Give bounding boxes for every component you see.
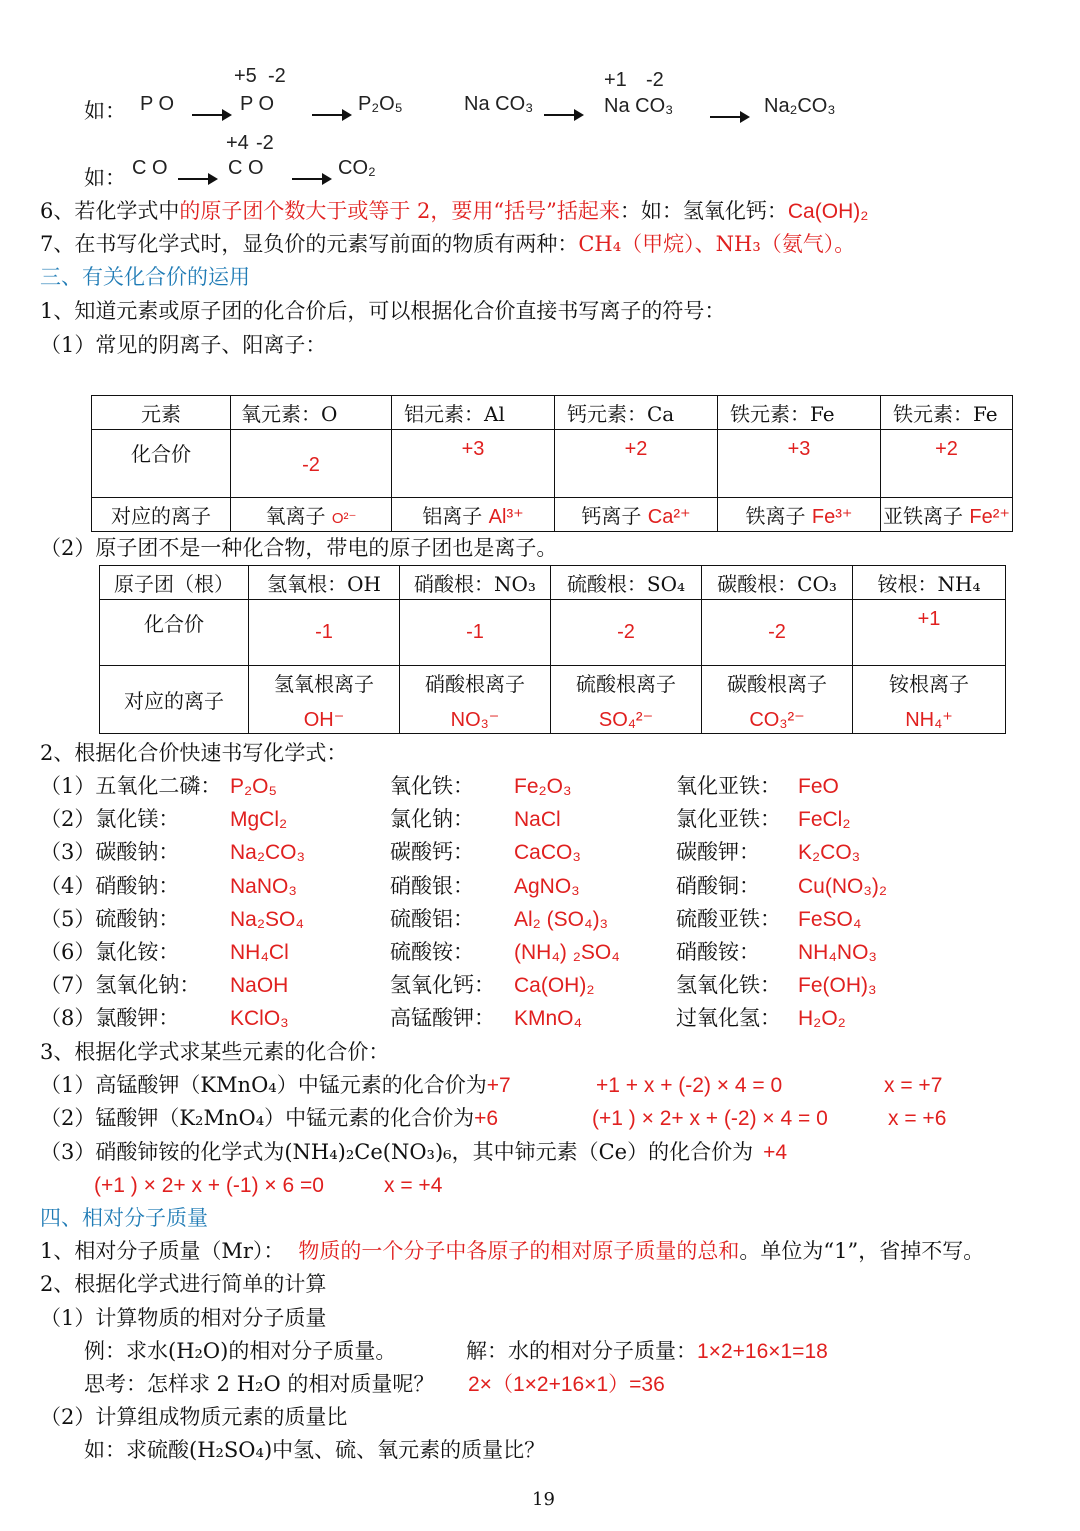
formula-answer: Cu(NO₃)₂ [798, 874, 888, 898]
formula-answer: Na₂SO₄ [230, 907, 304, 931]
arrow-icon [306, 103, 356, 124]
section-3-title: 三、有关化合价的运用 [40, 265, 250, 289]
compound-name: （5）硫酸钠： [40, 906, 180, 931]
compound-name: （7）氢氧化钠： [40, 973, 201, 998]
valence-label: 化合价 [92, 430, 231, 498]
formula-answer: NaNO₃ [230, 874, 297, 898]
formula-answer: Fe(OH)₃ [798, 974, 877, 998]
arrow-icon [704, 105, 754, 126]
co-start: C O [132, 157, 168, 179]
formula-answer: NaCl [514, 808, 561, 832]
ion-cell: 碳酸根离子 CO₃²⁻ [702, 666, 853, 734]
compound-name: 硝酸铵： [676, 940, 760, 964]
calc-eq-2: (+1 ) × 2+ x + (-2) × 4 = 0 [592, 1107, 828, 1130]
section-4-p2-1: （1）计算物质的相对分子质量 [40, 1306, 327, 1330]
valence-cell: +1 [853, 600, 1006, 666]
calc-x-2: x = +6 [888, 1107, 947, 1130]
po-val-p: +5 [234, 65, 257, 87]
formula-answer: FeCl₂ [798, 808, 851, 832]
table-header-cell: 硝酸根：NO₃ [400, 566, 551, 600]
compound-name: （4）硝酸钠： [40, 873, 180, 898]
section-3-3-title: 3、根据化学式求某些元素的化合价： [40, 1040, 390, 1064]
co-mid: C O [228, 157, 264, 179]
example-water-solution: 解：水的相对分子质量：1×2+16×1=18 [466, 1339, 828, 1363]
compound-name: 硝酸铜： [676, 873, 760, 898]
formula-answer: Na₂CO₃ [230, 841, 306, 865]
ion-cell: 氧离子 O²⁻ [231, 498, 392, 532]
think-answer: 2×（1×2+16×1）=36 [468, 1373, 665, 1396]
calc-x-1: x = +7 [884, 1074, 943, 1097]
compound-name: 硫酸铝： [390, 906, 474, 931]
ion-cell: 钙离子 Ca²⁺ [555, 498, 718, 532]
table-header-cell: 原子团（根） [100, 566, 249, 600]
compound-name: 硫酸亚铁： [676, 906, 781, 931]
ion-table-2 [99, 565, 1006, 734]
co-val-o: -2 [256, 132, 274, 154]
formula-answer: P₂O₅ [230, 775, 277, 798]
formula-answer: Al₂ (SO₄)₃ [514, 907, 609, 931]
po-mid: P O [240, 93, 275, 115]
compound-name: 氢氧化铁： [676, 973, 781, 998]
naco3-mid: Na CO₃ [604, 95, 674, 117]
compound-name: （3）碳酸钠： [40, 840, 180, 865]
naco3-start: Na CO₃ [464, 93, 534, 115]
formula-answer: Ca(OH)₂ [514, 974, 595, 998]
compound-name: （8）氯酸钾： [40, 1006, 180, 1031]
ion-cell: 铁离子 Fe³⁺ [718, 498, 881, 532]
formula-answer: KMnO₄ [514, 1007, 583, 1031]
formula-answer: NaOH [230, 974, 289, 998]
table-header-cell: 硫酸根：SO₄ [551, 566, 702, 600]
ion-cell: 硝酸根离子 NO₃⁻ [400, 666, 551, 734]
formula-answer: FeO [798, 775, 839, 798]
section-3-p1-1: （1）常见的阴离子、阳离子： [40, 333, 327, 357]
ion-cell: 氢氧根离子 OH⁻ [249, 666, 400, 734]
compound-name: 碳酸钙： [390, 840, 474, 865]
po-start: P O [140, 93, 175, 115]
compound-name: 高锰酸钾： [390, 1006, 495, 1031]
arrow-icon [286, 167, 336, 188]
rule-7: 7、在书写化学式时，显负价的元素写前面的物质有两种：CH₄（甲烷）、NH₃（氨气）。 [40, 232, 856, 256]
compound-name: 硝酸银： [390, 873, 474, 898]
sulfuric-question: 如：求硫酸(H₂SO₄)中氢、硫、氧元素的质量比？ [84, 1438, 546, 1462]
compound-name: （6）氯化铵： [40, 940, 180, 964]
calc-line-3: （3）硝酸铈铵的化学式为(NH₄)₂Ce(NO₃)₆，其中铈元素（Ce）的化合价为 +4 [40, 1140, 788, 1164]
section-4-title: 四、相对分子质量 [40, 1206, 208, 1230]
formula-answer: MgCl₂ [230, 808, 288, 832]
p1-2: （2）原子团不是一种化合物，带电的原子团也是离子。 [40, 536, 558, 560]
valence-cell: -2 [551, 600, 702, 666]
co-val-c: +4 [226, 132, 249, 154]
calc-eq-1: +1 + x + (-2) × 4 = 0 [596, 1074, 783, 1097]
valence-cell: +2 [555, 430, 718, 498]
co-result: CO₂ [338, 157, 376, 179]
section-3-p1: 1、知道元素或原子团的化合价后，可以根据化合价直接书写离子的符号： [40, 299, 726, 323]
table-header-cell: 铵根：NH₄ [853, 566, 1006, 600]
compound-name: （2）氯化镁： [40, 807, 180, 832]
compound-name: 碳酸钾： [676, 840, 760, 865]
po-val-o: -2 [268, 65, 286, 87]
formula-answer: Fe₂O₃ [514, 775, 572, 798]
calc-line-1: （1）高锰酸钾（KMnO₄）中锰元素的化合价为+7 [40, 1073, 511, 1097]
ion-label: 对应的离子 [92, 498, 231, 532]
naco3-result: Na₂CO₃ [764, 95, 836, 117]
calc-eq-3: (+1 ) × 2+ x + (-1) × 6 =0 [94, 1174, 324, 1197]
formula-answer: NH₄Cl [230, 941, 289, 964]
ion-cell: 亚铁离子 Fe²⁺ [881, 498, 1013, 532]
formula-answer: (NH₄) ₂SO₄ [514, 941, 620, 964]
formula-answer: H₂O₂ [798, 1007, 846, 1031]
valence-label: 化合价 [100, 600, 249, 666]
valence-cell: +2 [881, 430, 1013, 498]
table-header-cell: 元素 [92, 396, 231, 430]
naco3-val-co3: -2 [646, 69, 664, 91]
valence-cell: +3 [392, 430, 555, 498]
ion-label: 对应的离子 [100, 666, 249, 734]
ion-cell: 硫酸根离子 SO₄²⁻ [551, 666, 702, 734]
rule-6: 6、若化学式中的原子团个数大于或等于 2，要用“括号”括起来：如：氢氧化钙：Ca(OH)₂ [40, 199, 869, 223]
table-header-cell: 铝元素：Al [392, 396, 555, 430]
valence-cell: -2 [231, 430, 392, 498]
compound-name: 氧化亚铁： [676, 774, 781, 798]
valence-cell: -1 [249, 600, 400, 666]
ion-cell: 铵根离子 NH₄⁺ [853, 666, 1006, 734]
compound-name: 氯化钠： [390, 807, 474, 832]
formula-answer: AgNO₃ [514, 874, 580, 898]
formula-answer: NH₄NO₃ [798, 941, 877, 964]
calc-x-3: x = +4 [384, 1174, 443, 1197]
table-header-cell: 氧元素：O [231, 396, 392, 430]
section-4-p2: 2、根据化学式进行简单的计算 [40, 1272, 327, 1296]
ion-cell: 铝离子 Al³⁺ [392, 498, 555, 532]
compound-name: 氯化亚铁： [676, 807, 781, 832]
formula-answer: CaCO₃ [514, 841, 581, 865]
formula-answer: KClO₃ [230, 1007, 289, 1031]
po-result: P₂O₅ [358, 93, 403, 115]
valence-cell: -1 [400, 600, 551, 666]
arrow-icon [538, 103, 588, 124]
arrow-icon [186, 103, 236, 124]
calc-line-2: （2）锰酸钾（K₂MnO₄）中锰元素的化合价为+6 [40, 1106, 499, 1130]
valence-cell: -2 [702, 600, 853, 666]
example-label-2: 如： [84, 166, 126, 190]
table-header-cell: 碳酸根：CO₃ [702, 566, 853, 600]
think-question: 思考：怎样求 2 H₂O 的相对质量呢？ [84, 1372, 435, 1396]
page-number: 19 [532, 1489, 555, 1510]
arrow-icon [172, 167, 222, 188]
table-header-cell: 钙元素：Ca [555, 396, 718, 430]
compound-name: （1）五氧化二磷： [40, 774, 222, 798]
example-label-1: 如： [84, 99, 126, 123]
compound-name: 过氧化氢： [676, 1006, 781, 1031]
compound-name: 氧化铁： [390, 774, 474, 798]
naco3-val-na: +1 [604, 69, 627, 91]
formula-answer: FeSO₄ [798, 907, 862, 931]
example-water: 例：求水(H₂O)的相对分子质量。 [84, 1339, 397, 1363]
valence-cell: +3 [718, 430, 881, 498]
compound-name: 氢氧化钙： [390, 973, 495, 998]
ion-table-1 [91, 395, 1013, 532]
formula-answer: K₂CO₃ [798, 841, 861, 865]
table-header-cell: 铁元素：Fe [881, 396, 1013, 430]
section-4-p1: 1、相对分子质量（Mr）： 物质的一个分子中各原子的相对原子质量的总和。单位为“1”，省掉不写。 [40, 1239, 985, 1263]
section-4-p2-2: （2）计算组成物质元素的质量比 [40, 1405, 348, 1429]
table-header-cell: 铁元素：Fe [718, 396, 881, 430]
compound-name: 硫酸铵： [390, 940, 474, 964]
section-3-2-title: 2、根据化合价快速书写化学式： [40, 741, 348, 765]
table-header-cell: 氢氧根：OH [249, 566, 400, 600]
